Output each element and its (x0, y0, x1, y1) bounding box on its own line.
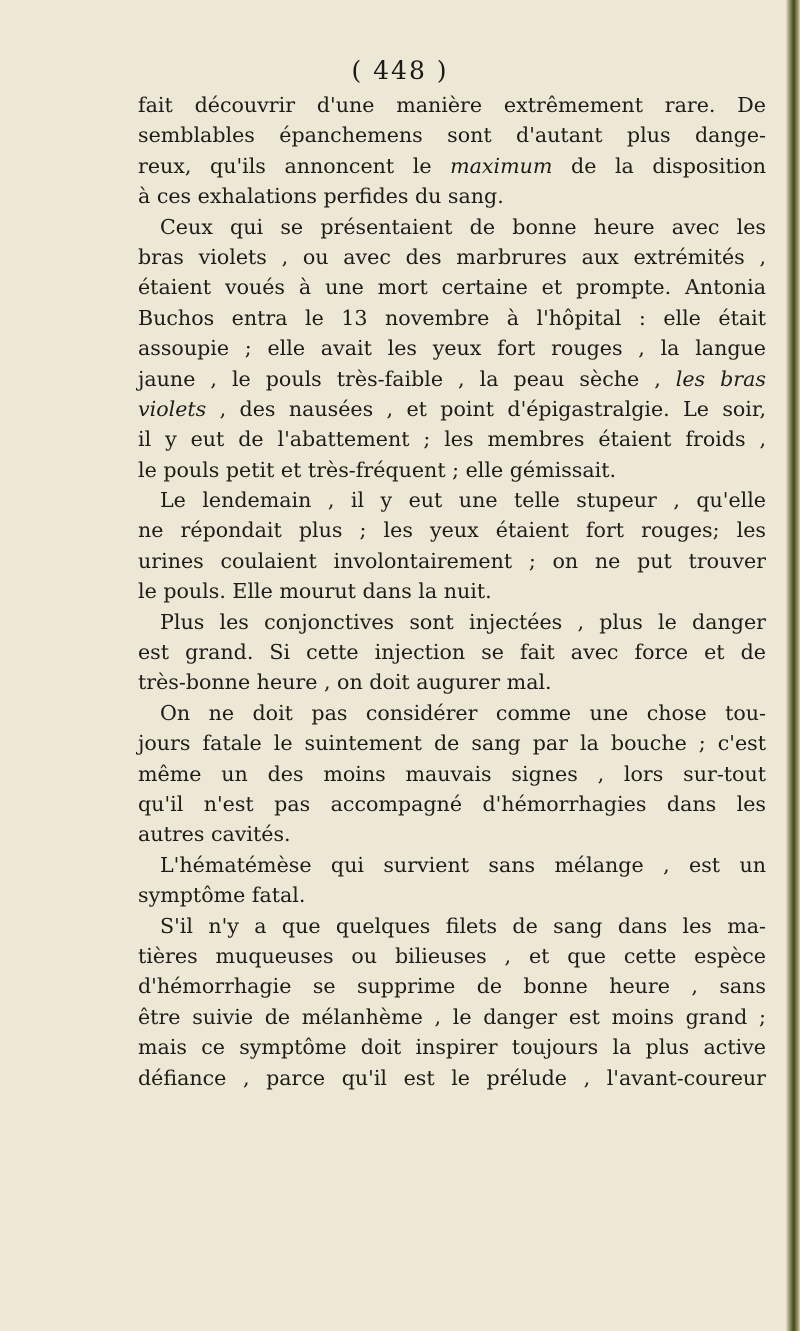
page-number: ( 448 ) (351, 56, 449, 85)
text-line: urines coulaient involontairement ; on ne put trouver (138, 548, 766, 573)
text-line: assoupie ; elle avait les yeux fort rouges , la langue (138, 336, 766, 361)
text-line: semblables épanchemens sont d'autant plus dange- (138, 123, 766, 148)
text-line: très-bonne heure , on doit augurer mal. (138, 670, 552, 695)
text-line: mais ce symptôme doit inspirer toujours la plus active (138, 1035, 766, 1060)
text-line: être suivie de mélanhème , le danger est moins grand ; (138, 1004, 766, 1029)
body-text (138, 90, 766, 1093)
text-line: le pouls petit et très-fréquent ; elle gémissait. (138, 457, 617, 482)
italic-emphasis: les bras (675, 366, 766, 391)
text-line: S'il n'y a que quelques filets de sang dans les ma- (160, 913, 766, 938)
page-edge-binding (786, 0, 800, 1331)
text-line: bras violets , ou avec des marbrures aux extrémités , (138, 244, 766, 269)
italic-emphasis: violets (138, 396, 207, 421)
text-line: défiance , parce qu'il est le prélude , l'avant-coureur (138, 1065, 766, 1090)
text-line: Buchos entra le 13 novembre à l'hôpital : elle était (138, 305, 766, 330)
text-line: autres cavités. (138, 822, 291, 847)
text-line: étaient voués à une mort certaine et prompte. Antonia (138, 275, 766, 300)
text-line: On ne doit pas considérer comme une chose tou- (160, 700, 766, 725)
text-line: qu'il n'est pas accompagné d'hémorrhagies dans les (138, 791, 766, 816)
text-line: même un des moins mauvais signes , lors sur-tout (138, 761, 766, 786)
text-line: Le lendemain , il y eut une telle stupeur , qu'elle (160, 488, 766, 513)
text-line: jaune , le pouls très-faible , la peau sèche , les bras (138, 366, 766, 391)
text-line: ne répondait plus ; les yeux étaient fort rouges; les (138, 518, 766, 543)
text-line: tières muqueuses ou bilieuses , et que cette espèce (138, 943, 766, 968)
text-line: Ceux qui se présentaient de bonne heure avec les (160, 214, 766, 239)
text-line: symptôme fatal. (138, 883, 306, 908)
text-line: le pouls. Elle mourut dans la nuit. (138, 579, 492, 604)
text-line: L'hématémèse qui survient sans mélange , est un (160, 852, 766, 877)
text-line: jours fatale le suintement de sang par la bouche ; c'est (138, 731, 766, 756)
italic-emphasis: maximum (450, 153, 553, 178)
text-line: Plus les conjonctives sont injectées , plus le danger (160, 609, 766, 634)
text-line: à ces exhalations perfides du sang. (138, 184, 504, 209)
text-line: il y eut de l'abattement ; les membres étaient froids , (138, 427, 766, 452)
text-line: fait découvrir d'une manière extrêmement rare. De (138, 93, 766, 117)
text-line: est grand. Si cette injection se fait avec force et de (138, 640, 766, 665)
text-line: reux, qu'ils annoncent le maximum de la disposition (138, 153, 766, 178)
text-line: violets , des nausées , et point d'épigastralgie. Le soir, (138, 396, 766, 421)
text-line: d'hémorrhagie se supprime de bonne heure , sans (138, 974, 766, 999)
